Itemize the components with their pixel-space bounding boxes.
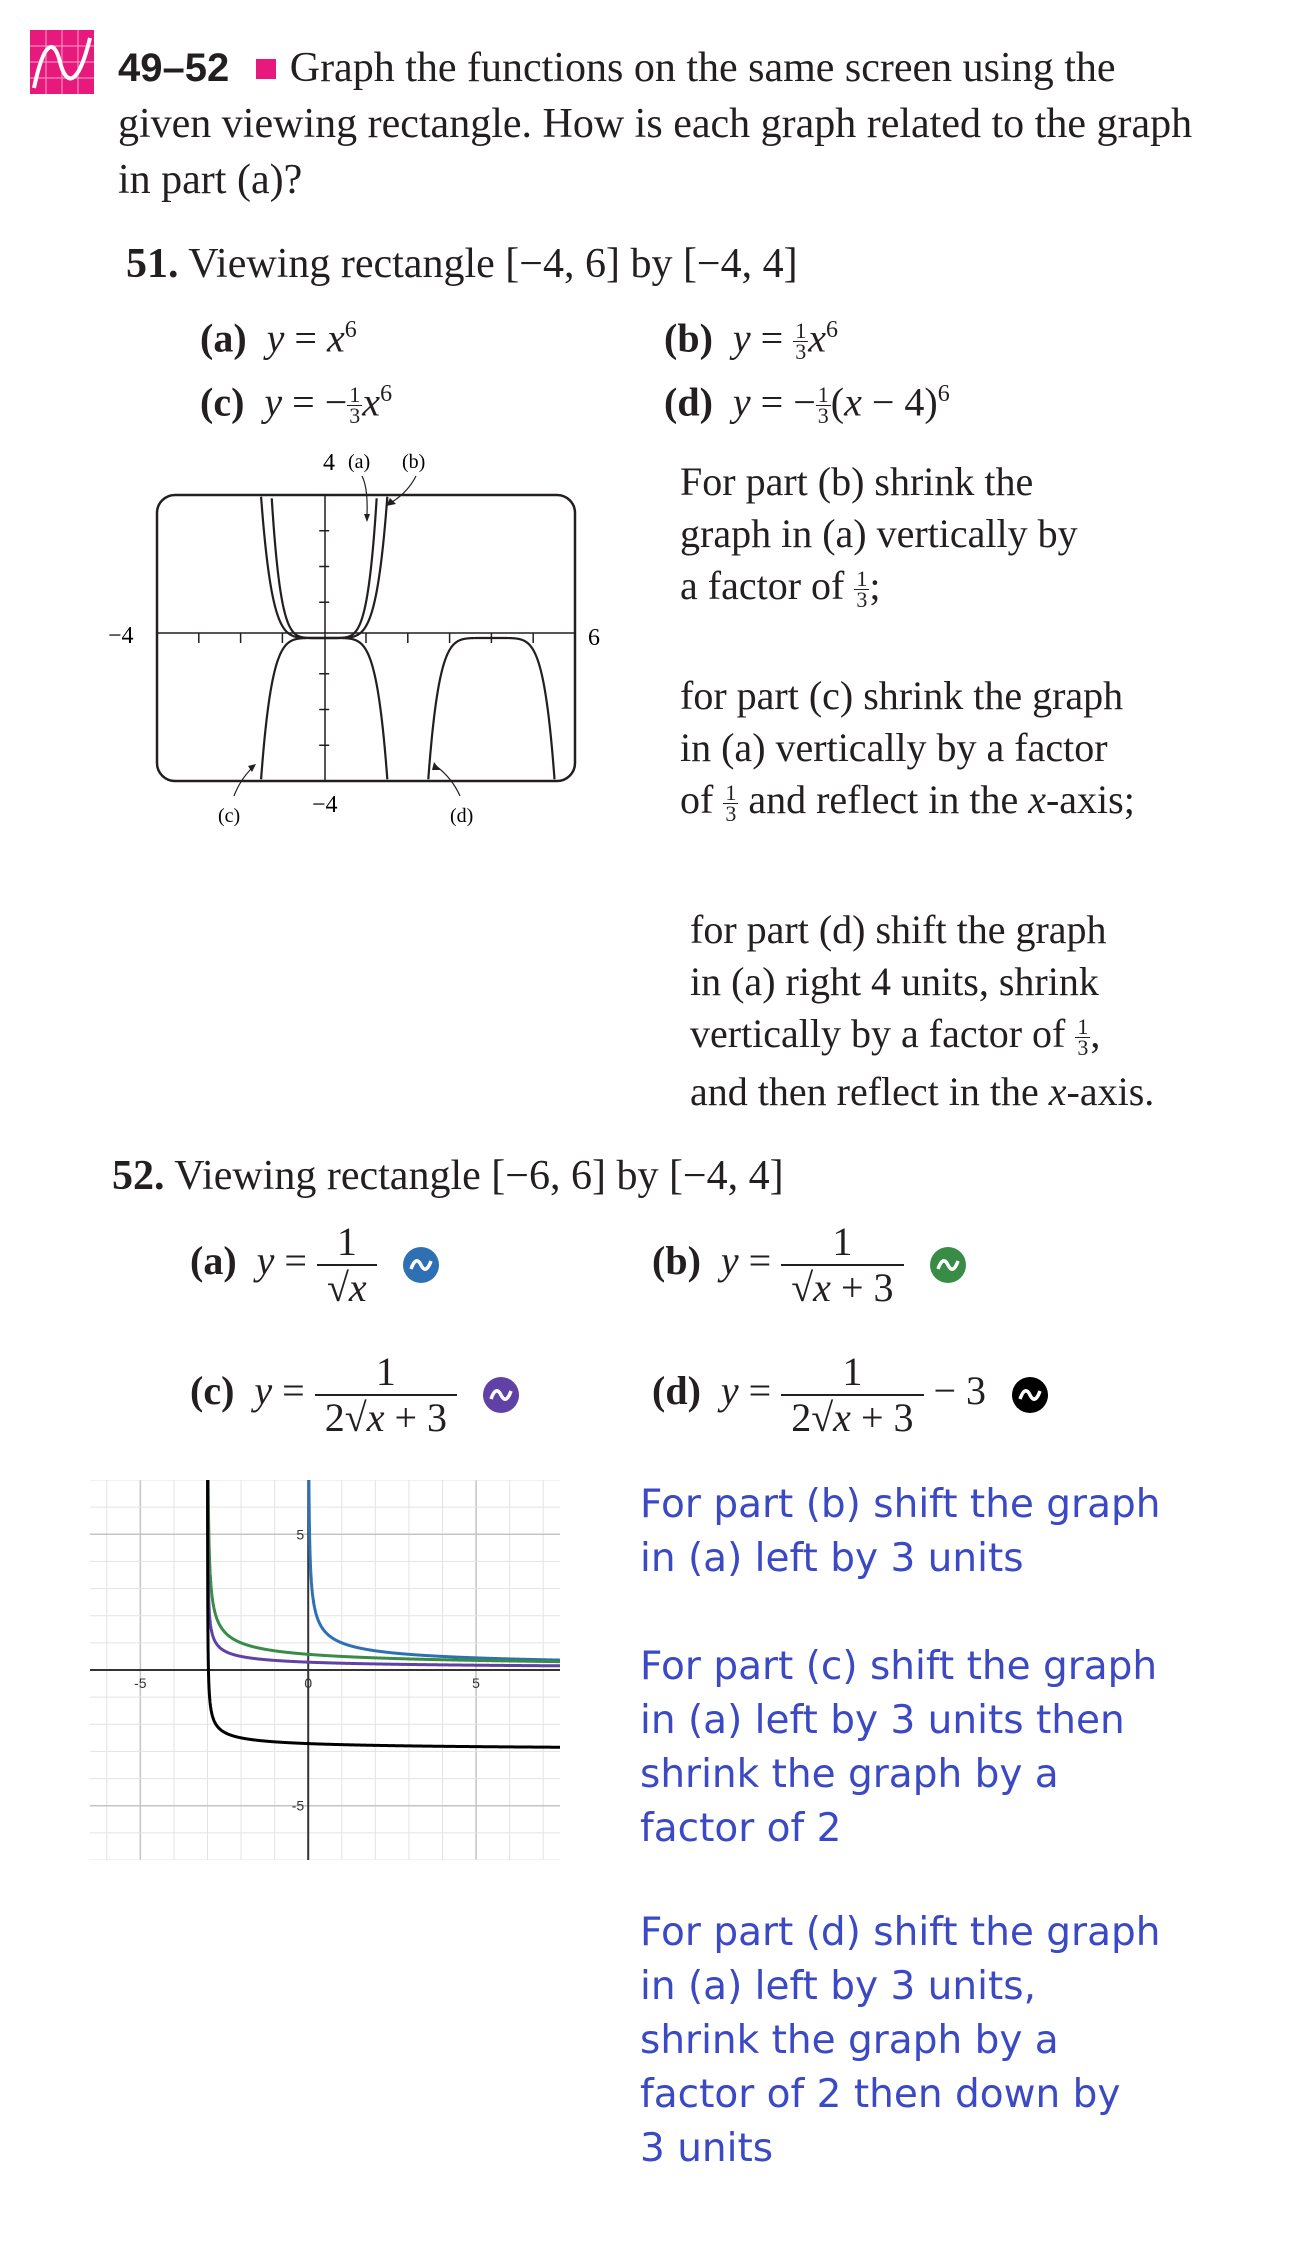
tick-label-bottom: −4	[312, 792, 338, 818]
curve-a	[272, 498, 377, 638]
p52-answer-c	[640, 1640, 1260, 1856]
answer-line: shrink the graph by a	[640, 2018, 1059, 2063]
problem-52-heading	[112, 1148, 784, 1204]
by-word: by	[630, 241, 673, 287]
x-tick-label: 5	[472, 1675, 480, 1691]
answer-line: -axis.	[1066, 1069, 1155, 1114]
p52-answer-b	[640, 1478, 1260, 1586]
answer-line: of	[680, 777, 714, 822]
answer-line: in (a) left by 3 units	[640, 1536, 1024, 1581]
answer-line: graph in (a) vertically by	[680, 511, 1078, 556]
answer-line: shrink the graph by a	[640, 1752, 1059, 1797]
x-tick-label: 0	[304, 1675, 313, 1691]
answer-line: factor of 2	[640, 1806, 842, 1851]
answer-punct: ;	[869, 563, 881, 608]
instruction-line-3: in part (a)?	[118, 157, 303, 203]
answer-line: a factor of	[680, 563, 845, 608]
answer-line: For part (b) shrink the	[680, 459, 1034, 504]
problem-title: Viewing rectangle	[174, 1153, 481, 1199]
tick-label-left: −4	[108, 623, 134, 649]
by-word: by	[616, 1153, 659, 1199]
p52-part-b: (b) y = $\frac{1}{√x + 3}$	[652, 1220, 966, 1310]
problem-title: Viewing rectangle	[188, 241, 495, 287]
x-tick-label: -5	[134, 1675, 147, 1691]
part-label: (a)	[190, 1238, 237, 1284]
answer-line: in (a) left by 3 units then	[640, 1698, 1125, 1743]
part-label: (d)	[652, 1368, 701, 1414]
section-icon	[30, 30, 94, 94]
answer-line: and reflect in the	[748, 777, 1019, 822]
curve-label-c: (c)	[218, 805, 241, 827]
problem-number: 52.	[112, 1153, 165, 1199]
p51-answer-b: For part (b) shrink the graph in (a) vertically by a factor of $\frac{1}{3}$ ;	[680, 456, 1240, 612]
curve-c	[261, 638, 387, 779]
answer-line: For part (d) shift the graph	[640, 1910, 1161, 1955]
desmos-badge-b-icon[interactable]	[930, 1247, 966, 1283]
answer-line: for part (d) shift the graph	[690, 907, 1107, 952]
y-range: [−4, 4]	[668, 1153, 784, 1199]
part-label: (b)	[664, 315, 713, 361]
p52-part-a: (a) y = $\frac{1}{√x}$	[190, 1220, 439, 1310]
answer-var: x	[1048, 1069, 1067, 1114]
answer-line: for part (c) shrink the graph	[680, 673, 1124, 718]
part-label: (b)	[652, 1238, 701, 1284]
part-label: (c)	[200, 379, 245, 425]
part-label: (c)	[190, 1368, 235, 1414]
desmos-badge-a-icon[interactable]	[403, 1247, 439, 1283]
graph-52	[90, 1480, 560, 1860]
p52-part-d: (d) y = $\frac{1}{2√x + 3}$ − 3	[652, 1350, 1048, 1440]
answer-line: in (a) right 4 units, shrink	[690, 959, 1099, 1004]
curve-label-b: (b)	[402, 451, 426, 473]
p52-part-c: (c) y = $\frac{1}{2√x + 3}$	[190, 1350, 519, 1440]
part-label: (d)	[664, 379, 713, 425]
square-bullet-icon	[256, 59, 276, 79]
p51-part-c: (c) y = − $\frac{1}{3}$ $x^6$	[200, 379, 393, 429]
x-range: [−4, 6]	[505, 241, 620, 287]
tick-label-right: 6	[588, 625, 600, 651]
answer-line: For part (b) shift the graph	[640, 1482, 1161, 1527]
p51-part-b: (b) y = $\frac{1}{3}$ $x^6$	[664, 315, 838, 365]
answer-line: 3 units	[640, 2126, 774, 2171]
instruction-line-2: given viewing rectangle. How is each graph related to the graph	[118, 101, 1193, 147]
part-label: (a)	[200, 315, 247, 361]
answer-line: and then reflect in the	[690, 1069, 1039, 1114]
answer-line: in (a) left by 3 units,	[640, 1964, 1036, 2009]
answer-var: x	[1028, 777, 1046, 822]
curve-d	[428, 638, 554, 779]
p51-answer-d: for part (d) shift the graph in (a) right 4 units, shrink vertically by a factor of $\frac{1}{3}$ , and then reflect in the x-axis.	[690, 904, 1270, 1118]
graph-51	[100, 440, 620, 840]
y-range: [−4, 4]	[682, 241, 798, 287]
p51-answer-c: for part (c) shrink the graph in (a) vertically by a factor of $\frac{1}{3}$ and reflect in the x-axis;	[680, 670, 1260, 826]
answer-line: For part (c) shift the graph	[640, 1644, 1158, 1689]
answer-line: -axis;	[1045, 777, 1135, 822]
tick-label-top: 4	[323, 450, 335, 476]
curve-label-a: (a)	[348, 451, 371, 473]
exercise-range: 49–52	[118, 46, 230, 90]
desmos-badge-d-icon[interactable]	[1012, 1377, 1048, 1413]
p52-answer-d	[640, 1906, 1260, 2176]
instruction-line-1: Graph the functions on the same screen using the	[289, 45, 1116, 91]
problem-number: 51.	[126, 241, 179, 287]
y-tick-label: 5	[296, 1526, 305, 1543]
curve-c	[208, 1480, 561, 1666]
answer-line: factor of 2 then down by	[640, 2072, 1121, 2117]
desmos-badge-c-icon[interactable]	[483, 1377, 519, 1413]
x-range: [−6, 6]	[491, 1153, 606, 1199]
answer-punct: ,	[1090, 1011, 1101, 1056]
exercise-instructions	[118, 40, 1278, 208]
p51-part-d: (d) y = − $\frac{1}{3}$ $(x - 4)^6$	[664, 379, 950, 429]
answer-line: vertically by a factor of	[690, 1011, 1066, 1056]
curve-label-d: (d)	[450, 805, 474, 827]
problem-51-heading	[126, 236, 798, 292]
y-tick-label: -5	[291, 1797, 305, 1814]
p51-part-a: (a) $y = x^6$	[200, 315, 357, 361]
answer-line: in (a) vertically by a factor	[680, 725, 1108, 770]
curve-d	[208, 1480, 561, 1747]
